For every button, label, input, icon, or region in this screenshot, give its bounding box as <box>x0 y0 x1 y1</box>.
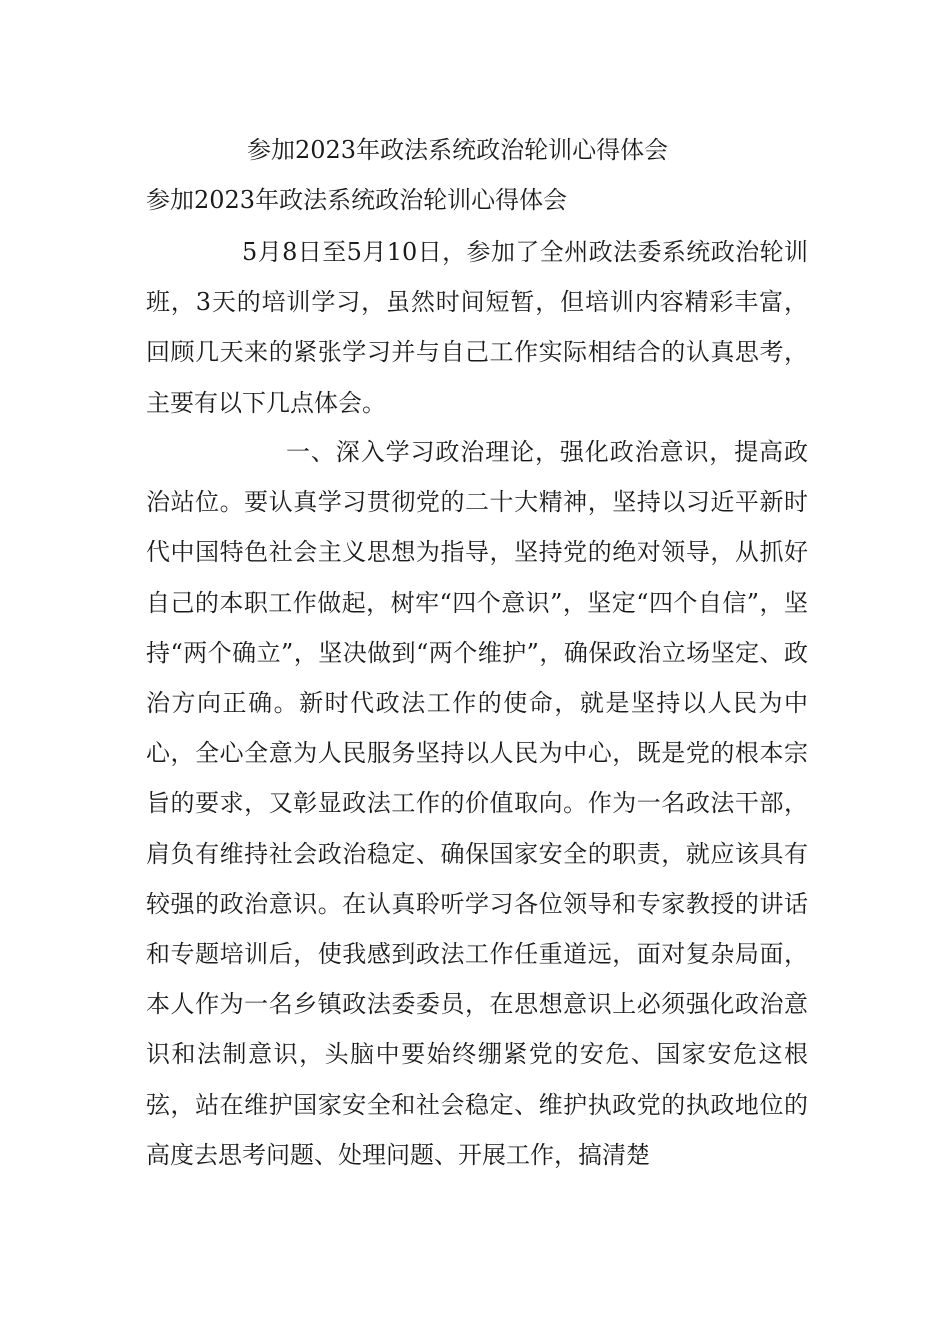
document-subtitle: 参加2023年政法系统政治轮训心得体会 <box>146 186 568 214</box>
document-title: 参加2023年政法系统政治轮训心得体会 <box>247 136 669 164</box>
body-paragraph-2: 一、深入学习政治理论，强化政治意识，提高政治站位。要认真学习贯彻党的二十大精神，坚持以习近平新时代中国特色社会主义思想为指导，坚持党的绝对领导，从抓好自己的本职工作做起，树牢“四个意识”，坚定“四个自信”，坚持“两个确立”，坚决做到“两个维护”，确保政治立场坚定、政治方向正确。新时代政法工作的使命，就是坚持以人民为中心，全心全意为人民服务坚持以人民为中心，既是党的根本宗旨的要求，又彰显政法工作的价值取向。作为一名政法干部，肩负有维持社会政治稳定、确保国家安全的职责，就应该具有较强的政治意识。在认真聆听学习各位领导和专家教授的讲话和专题培训后，使我感到政法工作任重道远，面对复杂局面，本人作为一名乡镇政法委委员，在思想意识上必须强化政治意识和法制意识，头脑中要始终绷紧党的安危、国家安危这根弦，站在维护国家安全和社会稳定、维护执政党的执政地位的高度去思考问题、处理问题、开展工作，搞清楚 <box>146 438 808 1169</box>
body-paragraph-1: 5月8日至5月10日，参加了全州政法委系统政治轮训班，3天的培训学习，虽然时间短暂，但培训内容精彩丰富，回顾几天来的紧张学习并与自己工作实际相结合的认真思考，主要有以下几点体会。 <box>146 238 808 417</box>
